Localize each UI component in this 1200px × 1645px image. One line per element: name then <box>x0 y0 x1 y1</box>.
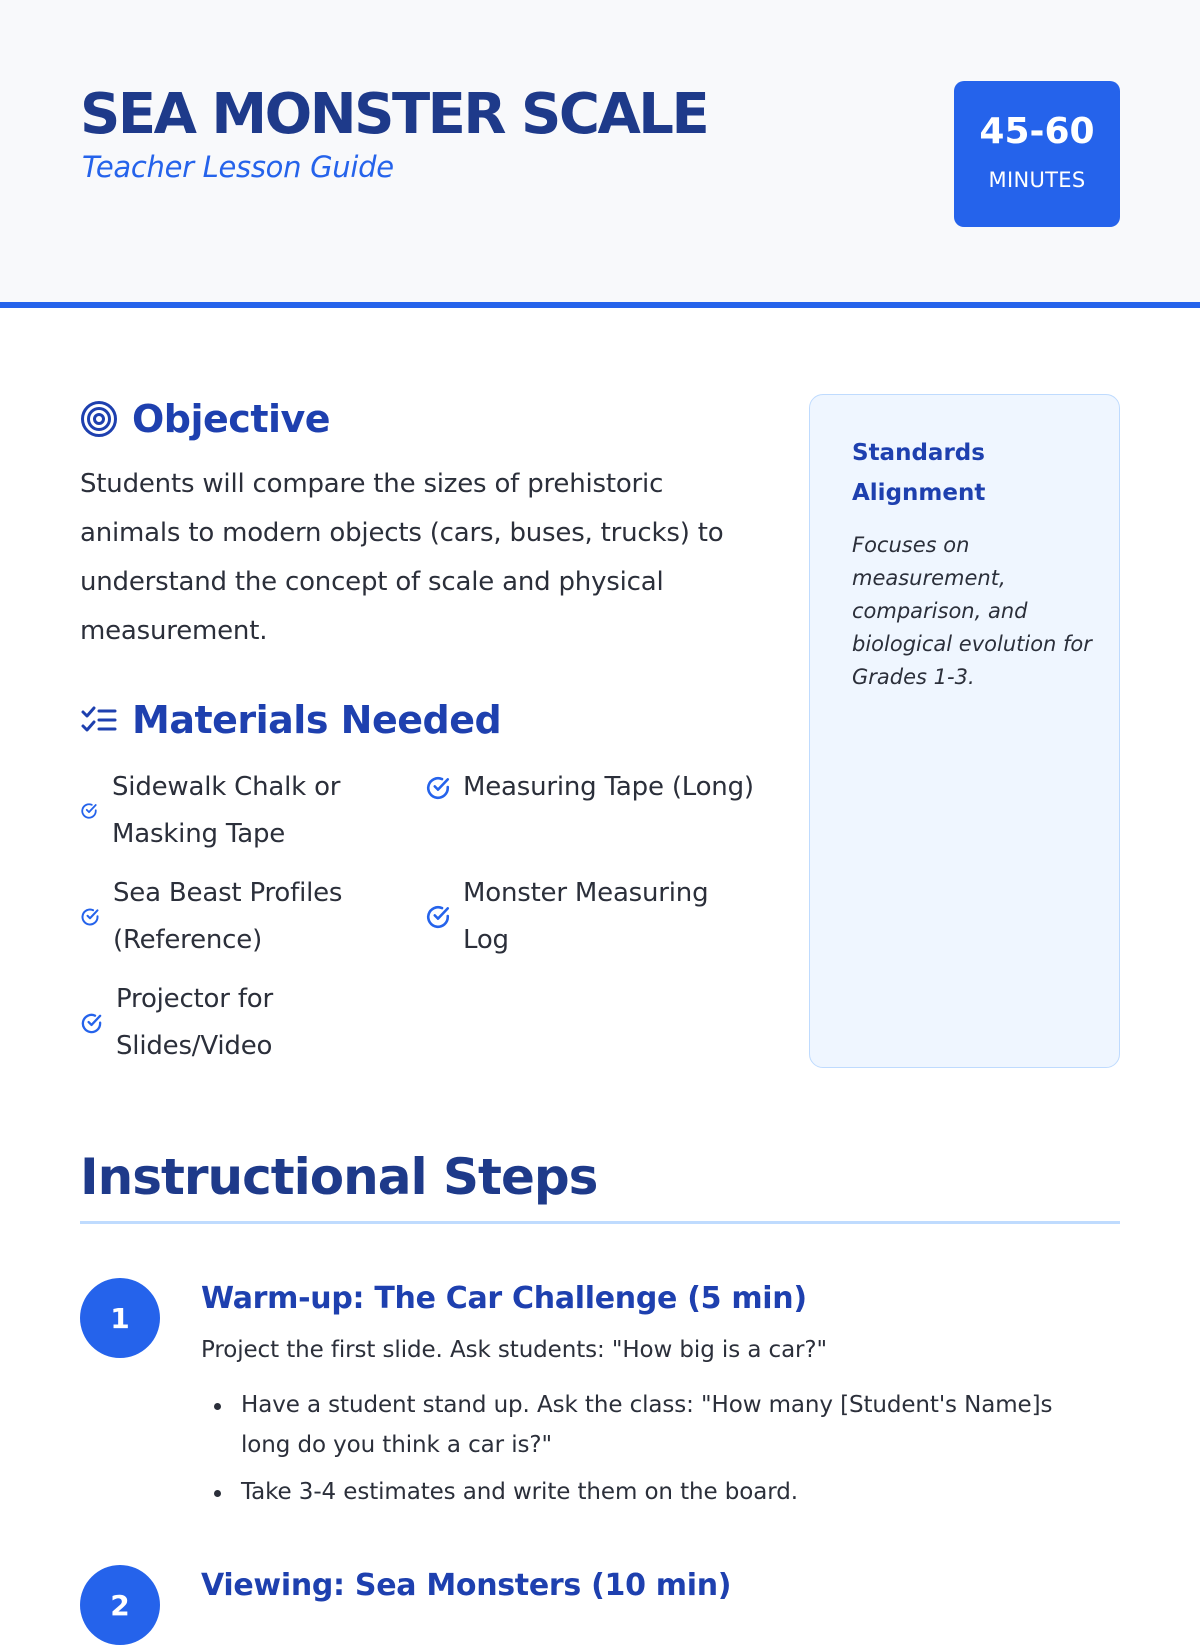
material-item <box>80 764 380 858</box>
materials-heading-label: Materials Needed <box>132 698 502 742</box>
material-item <box>80 976 380 1070</box>
objective-text: Students will compare the sizes of prehistoric animals to modern objects (cars, buses, trucks) to understand the concept of scale and physical measurement. <box>80 469 724 646</box>
check-circle-icon <box>425 775 451 801</box>
check-circle-icon <box>80 907 100 927</box>
material-item-label: Measuring Tape (Long) <box>463 772 754 802</box>
standards-card <box>809 394 1120 1068</box>
material-item <box>80 870 380 964</box>
material-item-label: Monster Measuring Log <box>463 878 709 955</box>
standards-heading: Standards Alignment <box>852 440 986 506</box>
step-number-badge: 2 <box>80 1565 160 1645</box>
objective-heading-label: Objective <box>132 397 331 441</box>
step-title: Viewing: Sea Monsters (10 min) <box>201 1568 732 1603</box>
objective-heading <box>80 396 330 442</box>
duration-unit: MINUTES <box>988 168 1086 192</box>
check-circle-icon <box>80 802 98 820</box>
step-number-badge: 1 <box>80 1278 160 1358</box>
check-circle-icon <box>80 1012 103 1035</box>
target-icon <box>80 400 118 438</box>
step-bullet: Take 3-4 estimates and write them on the board. <box>201 1472 1101 1512</box>
material-item <box>425 764 755 811</box>
check-circle-icon <box>425 904 451 930</box>
instructional-steps-heading: Instructional Steps <box>80 1148 598 1206</box>
duration-badge <box>954 81 1120 227</box>
lesson-header <box>0 0 1200 308</box>
duration-value: 45-60 <box>979 111 1095 152</box>
lesson-subtitle: Teacher Lesson Guide <box>82 150 394 184</box>
step-bullet: Have a student stand up. Ask the class: "How many [Student's Name]s long do you think a car is?" <box>201 1385 1101 1465</box>
step-title: Warm-up: The Car Challenge (5 min) <box>201 1281 807 1316</box>
step-bullet-list <box>201 1385 1101 1519</box>
materials-heading <box>80 697 501 743</box>
material-item-label: Projector for Slides/Video <box>116 984 273 1061</box>
step-description: Project the first slide. Ask students: "How big is a car?" <box>201 1337 828 1363</box>
section-divider <box>80 1221 1120 1224</box>
lesson-title: SEA MONSTER SCALE <box>80 82 708 147</box>
material-item-label: Sidewalk Chalk or Masking Tape <box>112 772 341 849</box>
standards-text: Focuses on measurement, comparison, and biological evolution for Grades 1-3. <box>852 533 1092 689</box>
material-item <box>425 870 755 964</box>
checklist-icon <box>80 701 118 739</box>
material-item-label: Sea Beast Profiles (Reference) <box>113 878 343 955</box>
